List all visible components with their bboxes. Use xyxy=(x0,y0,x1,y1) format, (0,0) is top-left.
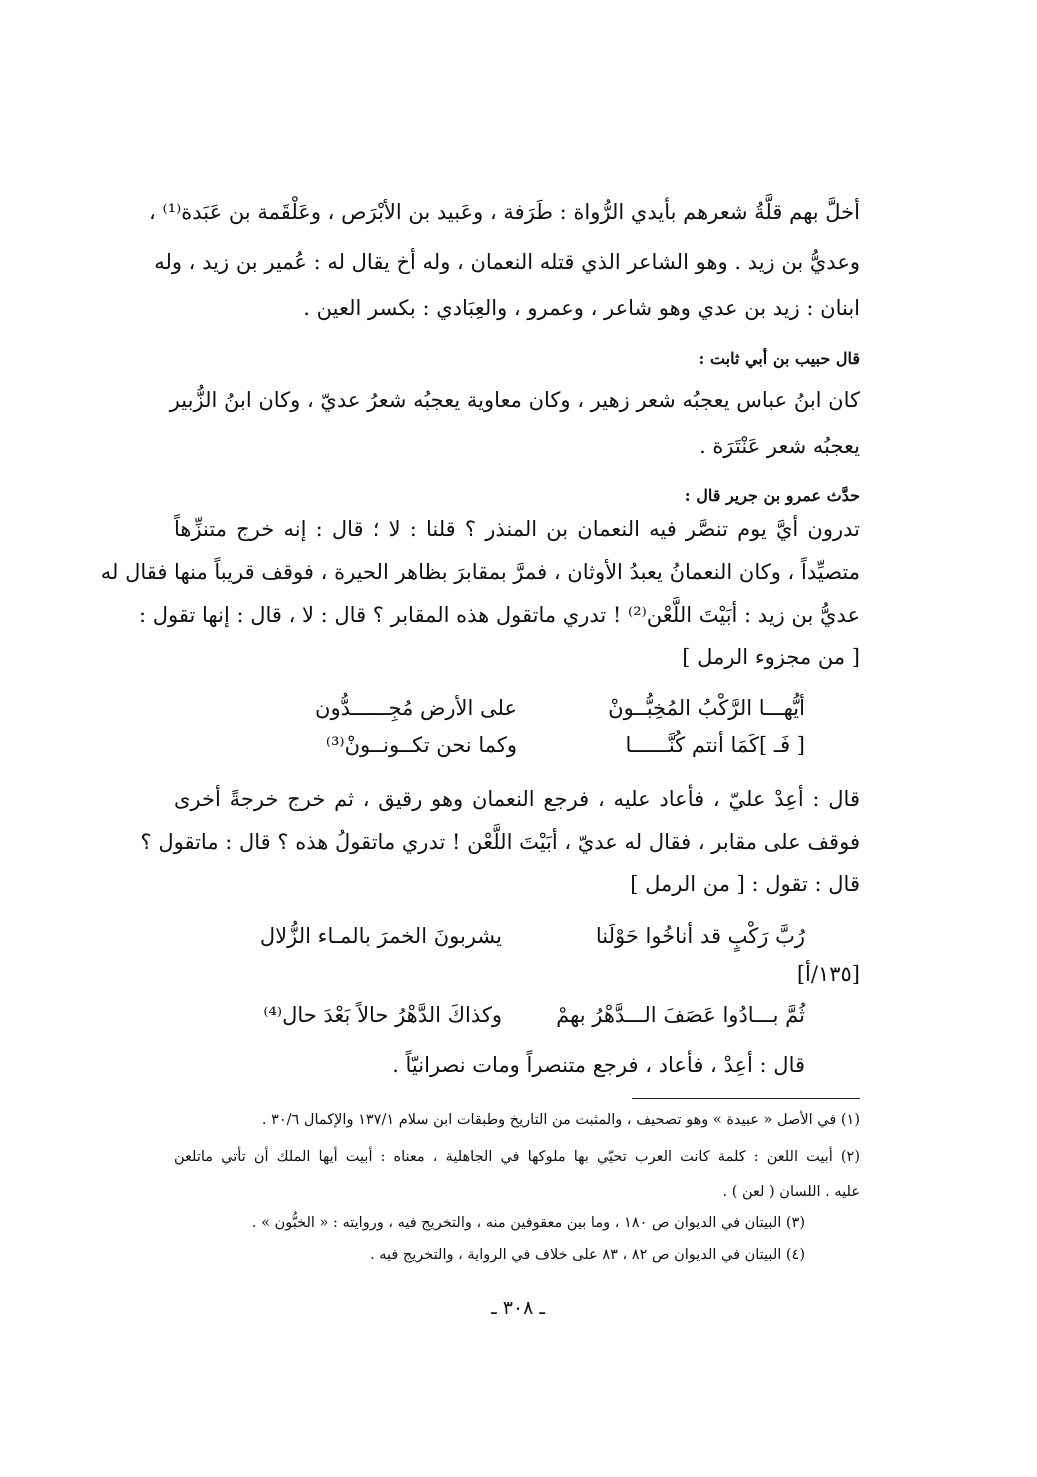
verse-hemistich: وكما نحن تكــونــونْ⁽³⁾ xyxy=(325,733,517,757)
footnote: عليه . اللسان ( لعن ) . xyxy=(722,1184,860,1200)
verse-hemistich: يشربونَ الخمرَ بالمـاء الزُّلال xyxy=(259,924,502,948)
footnote: (٣) البيتان في الديوان ص ١٨٠ ، وما بين معقوفين منه ، والتخريج فيه ، وروايته : « الخبُّون » . xyxy=(251,1215,805,1231)
text-line: يعجبُه شعر عَنْتَرَة . xyxy=(699,434,860,458)
text-line: قال : أعِدْ ، فأعاد ، فرجع متنصراً ومات نصرانيّاً . xyxy=(392,1053,805,1077)
text-line: تدرون أيَّ يوم تنصَّر فيه النعمان بن المنذر ؟ قلنا : لا ؛ قال : إنه خرج متنزِّهاً xyxy=(174,517,860,541)
text-line: وعديُّ بن زيد . وهو الشاعر الذي قتله النعمان ، وله أخ يقال له : عُمير بن زيد ، وله xyxy=(154,250,860,274)
verse-hemistich: على الأرض مُجِــــــدُّون xyxy=(315,696,517,720)
text-line: متصيِّداً ، وكان النعمانُ يعبدُ الأوثان ، فمرَّ بمقابرَ بظاهر الحيرة ، فوقف قريباً منها فقال له xyxy=(100,560,860,584)
text-line: كان ابنُ عباس يعجبُه شعر زهير ، وكان معاوية يعجبُه شعرُ عديّ ، وكان ابنُ الزُّبير xyxy=(169,388,860,412)
text-line: فوقف على مقابر ، فقال له عديّ ، أبَيْتَ اللَّعْن ! تدري ماتقولُ هذه ؟ قال : ماتقول ؟ xyxy=(140,830,860,854)
footnote: (١) في الأصل « عبيدة » وهو تصحيف ، والمثبت من التاريخ وطبقات ابن سلام ١٣٧/١ والإكمال ٣٠/٦ . xyxy=(261,1112,860,1128)
footnote-divider xyxy=(632,1098,860,1099)
text-line: أخلَّ بهم قلَّةُ شعرهم بأيدي الرُّواة : طَرَفة ، وعَبيد بن الأبْرَص ، وعَلْقَمة بن عَبَدة⁽¹⁾ ، xyxy=(149,200,860,224)
verse-hemistich: ثُمَّ بـــادُوا عَصَفَ الـــدَّهْرُ بهمْ xyxy=(556,1003,805,1027)
text-line: قال : أعِدْ عليّ ، فأعاد عليه ، فرجع النعمان وهو رقيق ، ثم خرج خرجةً أخرى xyxy=(174,787,860,811)
folio-marker: [١٣٥/أ] xyxy=(796,962,860,986)
verse-hemistich: [ فَـ ]كَمَا أنتم كُنَّــــــا xyxy=(625,733,805,757)
page-number: ـ ٣٠٨ ـ xyxy=(491,1297,545,1319)
footnote: (٤) البيتان في الديوان ص ٨٢ ، ٨٣ على خلاف في الرواية ، والتخريج فيه . xyxy=(370,1247,805,1263)
text-line: قال : تقول : [ من الرمل ] xyxy=(630,872,860,896)
section-heading: قال حبيب بن أبي ثابت : xyxy=(698,349,860,368)
footnote: (٢) أبيت اللعن : كلمة كانت العرب تحيّي بها ملوكها في الجاهلية ، معناه : أبيت أيها الملك أن تأتي ماتلعن xyxy=(174,1149,860,1165)
verse-hemistich: أيُّهـــا الرَّكْبُ المُخِبُّــونْ xyxy=(608,696,805,720)
meter-label: [ من مجزوء الرمل ] xyxy=(682,645,860,669)
text-line: عديُّ بن زيد : أبَيْتَ اللَّعْن⁽²⁾ ! تدري ماتقول هذه المقابر ؟ قال : لا ، قال : إنها تقول : xyxy=(139,603,860,627)
verse-hemistich: وكذاكَ الدَّهْرُ حالاً بَعْدَ حال⁽⁴⁾ xyxy=(263,1003,502,1027)
text-line: ابنان : زيد بن عدي وهو شاعر ، وعمرو ، والعِبَادي : بكسر العين . xyxy=(303,296,860,320)
section-heading: حدَّث عمرو بن جرير قال : xyxy=(684,486,860,505)
verse-hemistich: رُبَّ رَكْبٍ قد أناخُوا حَوْلَنا xyxy=(595,924,805,948)
